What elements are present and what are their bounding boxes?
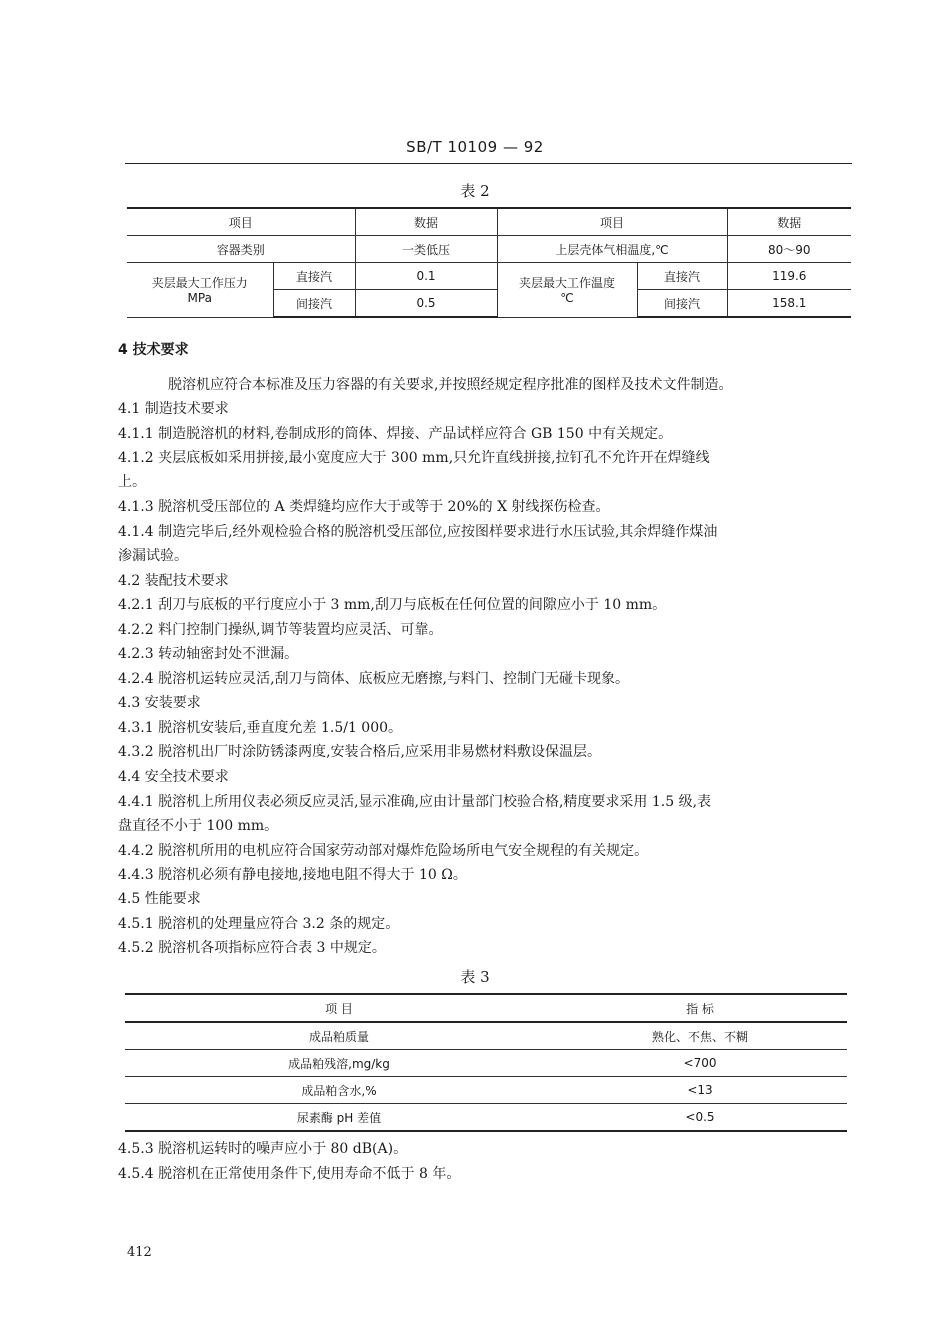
text-line: 4.5.1 脱溶机的处理量应符合 3.2 条的规定。 <box>118 916 400 932</box>
table-row <box>125 1077 847 1104</box>
text-line: 4.1.3 脱溶机受压部位的 A 类焊缝均应作大于或等于 20%的 X 射线探伤检查。 <box>118 499 610 515</box>
text-line: 上。 <box>118 474 146 490</box>
table-2 <box>127 207 851 318</box>
table-row <box>125 994 847 1022</box>
table-cell: 119.6 <box>727 263 851 290</box>
text-line: 4.1.4 制造完毕后,经外观检验合格的脱溶机受压部位,应按图样要求进行水压试验,其余焊缝作煤油 <box>118 524 718 540</box>
section-intro: 脱溶机应符合本标准及压力容器的有关要求,并按照经规定程序批准的图样及技术文件制造。 <box>168 377 733 393</box>
table-header-cell: 数据 <box>727 208 851 236</box>
table-row <box>127 236 851 263</box>
table-cell: 成品粕含水,% <box>125 1077 553 1104</box>
table-cell: 上层壳体气相温度,℃ <box>497 236 727 263</box>
table-cell: 80～90 <box>727 236 851 263</box>
table-row <box>127 263 851 290</box>
table-cell: 直接汽 <box>273 263 355 290</box>
text-line: 4.4.1 脱溶机上所用仪表必须反应灵活,显示准确,应由计量部门校验合格,精度要求采用 1.5 级,表 <box>118 794 712 810</box>
text-line: 盘直径不小于 100 mm。 <box>118 818 279 834</box>
table3-caption: 表 3 <box>460 968 490 986</box>
table-cell: 间接汽 <box>273 290 355 318</box>
text-line: 渗漏试验。 <box>118 548 188 564</box>
text-line: 4.5.4 脱溶机在正常使用条件下,使用寿命不低于 8 年。 <box>118 1166 461 1182</box>
text-line: 4.2 装配技术要求 <box>118 573 229 589</box>
table-cell: 0.5 <box>355 290 497 318</box>
table-header-cell: 指 标 <box>553 994 847 1022</box>
temperature-label: 夹层最大工作温度 <box>518 276 615 291</box>
table-header-cell: 项目 <box>497 208 727 236</box>
table2-caption: 表 2 <box>460 182 490 200</box>
table-row <box>125 1050 847 1077</box>
pressure-unit: MPa <box>187 291 212 306</box>
table-cell: 158.1 <box>727 290 851 318</box>
table-cell: <0.5 <box>553 1104 847 1132</box>
page-number: 412 <box>127 1245 152 1260</box>
text-line: 4.2.4 脱溶机运转应灵活,刮刀与筒体、底板应无磨擦,与料门、控制门无碰卡现象。 <box>118 671 629 687</box>
table-3 <box>125 993 847 1132</box>
table-cell: 直接汽 <box>637 263 727 290</box>
pressure-label-cell <box>127 263 273 318</box>
table-cell: 尿素酶 pH 差值 <box>125 1104 553 1132</box>
text-line: 4.3.2 脱溶机出厂时涂防锈漆两度,安装合格后,应采用非易燃材料敷设保温层。 <box>118 744 601 760</box>
text-line: 4.4.3 脱溶机必须有静电接地,接地电阻不得大于 10 Ω。 <box>118 867 467 883</box>
standard-code-header: SB/T 10109 — 92 <box>406 138 544 156</box>
temperature-unit: ℃ <box>560 291 574 306</box>
text-line: 4.5.2 脱溶机各项指标应符合表 3 中规定。 <box>118 940 386 956</box>
pressure-label: 夹层最大工作压力 <box>151 276 248 291</box>
text-line: 4.1.1 制造脱溶机的材料,卷制成形的筒体、焊接、产品试样应符合 GB 150 中有关规定。 <box>118 426 673 442</box>
text-line: 4.5 性能要求 <box>118 891 201 907</box>
table-cell: 一类低压 <box>355 236 497 263</box>
table-header-cell: 项目 <box>127 208 355 236</box>
table-cell: 间接汽 <box>637 290 727 318</box>
section-heading: 4 技术要求 <box>118 342 189 358</box>
table-header-cell: 项 目 <box>125 994 553 1022</box>
text-line: 4.1.2 夹层底板如采用拼接,最小宽度应大于 300 mm,只允许直线拼接,拉钉孔不允许开在焊缝线 <box>118 450 710 466</box>
table-cell: 0.1 <box>355 263 497 290</box>
table-row <box>125 1104 847 1132</box>
text-line: 4.2.1 刮刀与底板的平行度应小于 3 mm,刮刀与底板在任何位置的间隙应小于 10 mm。 <box>118 597 667 613</box>
text-line: 4.2.2 料门控制门操纵,调节等装置均应灵活、可靠。 <box>118 622 443 638</box>
text-line: 4.1 制造技术要求 <box>118 401 229 417</box>
table-cell: <700 <box>553 1050 847 1077</box>
text-line: 4.3 安装要求 <box>118 695 201 711</box>
text-line: 4.5.3 脱溶机运转时的噪声应小于 80 dB(A)。 <box>118 1141 408 1157</box>
text-line: 4.2.3 转动轴密封处不泄漏。 <box>118 646 299 662</box>
text-line: 4.4 安全技术要求 <box>118 769 229 785</box>
text-line: 4.4.2 脱溶机所用的电机应符合国家劳动部对爆炸危险场所电气安全规程的有关规定。 <box>118 843 649 859</box>
header-rule <box>125 163 852 164</box>
table-cell: 容器类别 <box>127 236 355 263</box>
table-row <box>125 1022 847 1050</box>
table-cell: 熟化、不焦、不糊 <box>553 1022 847 1050</box>
text-line: 4.3.1 脱溶机安装后,垂直度允差 1.5/1 000。 <box>118 720 403 736</box>
table-header-cell: 数据 <box>355 208 497 236</box>
table-cell: 成品粕质量 <box>125 1022 553 1050</box>
table-cell: <13 <box>553 1077 847 1104</box>
table-cell: 成品粕残溶,mg/kg <box>125 1050 553 1077</box>
table-row <box>127 208 851 236</box>
temperature-label-cell <box>497 263 637 318</box>
